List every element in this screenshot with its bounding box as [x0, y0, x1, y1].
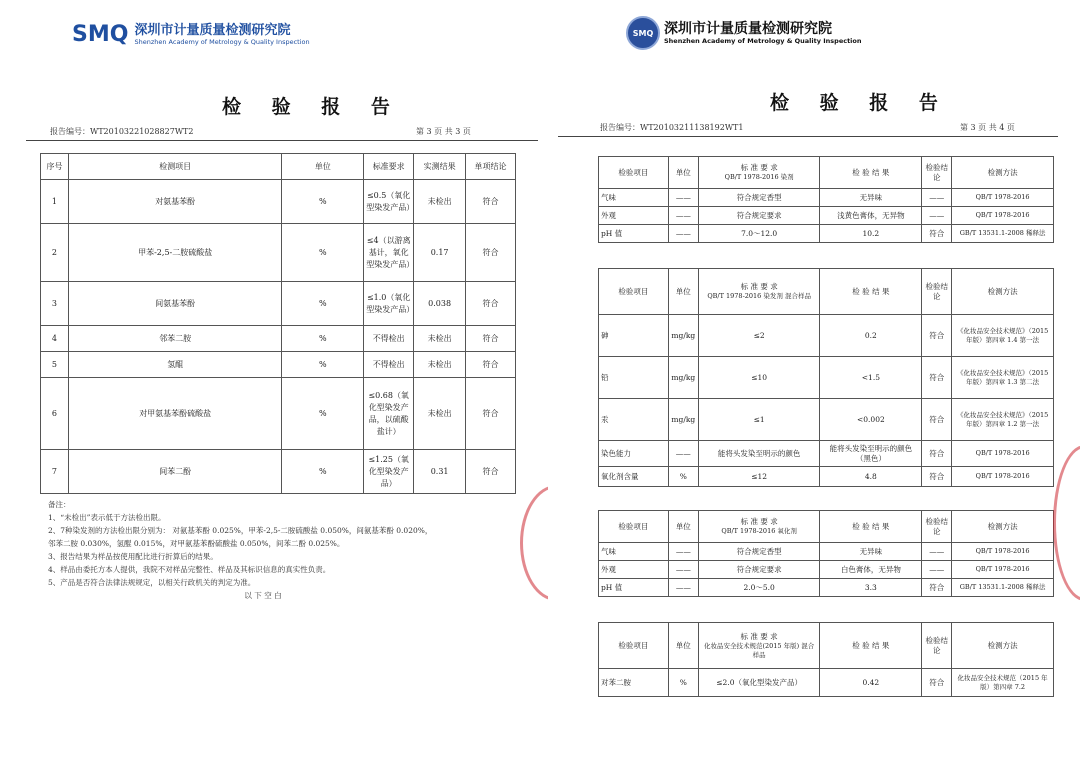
left-logo-en: Shenzhen Academy of Metrology & Quality Inspection — [134, 37, 310, 46]
table-header-row — [599, 269, 1054, 315]
std-header-label: 标 准 要 求 — [740, 517, 778, 526]
right-table-3-oxidizer — [598, 510, 1054, 597]
cell-conclusion: 符合 — [922, 441, 952, 467]
cell-result: 未检出 — [414, 180, 466, 224]
cell-std: 7.0～12.0 — [698, 225, 820, 243]
table-row — [599, 669, 1054, 697]
notes-title: 备注： — [48, 500, 71, 509]
col-header: 序号 — [41, 154, 69, 180]
cell-conclusion: —— — [922, 543, 952, 561]
cell-unit: % — [668, 467, 698, 487]
cell-method: 《化妆品安全技术规范》（2015 年版）第四章 1.2 第一法 — [952, 399, 1054, 441]
cell-unit: mg/kg — [668, 357, 698, 399]
cell-unit: —— — [668, 189, 698, 207]
table-row — [41, 282, 516, 326]
cell-std: 2.0～5.0 — [698, 579, 820, 597]
cell-method: QB/T 1978-2016 — [952, 207, 1054, 225]
smq-logo-mark: SMQ — [72, 22, 129, 47]
right-table-1-dye — [598, 156, 1054, 243]
left-report-title: 检 验 报 告 — [222, 96, 402, 118]
cell-std: 能将头发染至明示的颜色 — [698, 441, 820, 467]
cell-conclusion: 符合 — [466, 450, 516, 494]
cell-method: QB/T 1978-2016 — [952, 543, 1054, 561]
cell-item: 气味 — [599, 543, 669, 561]
left-report-no-label: 报告编号： — [50, 127, 90, 136]
red-stamp-right — [1053, 445, 1080, 601]
col-header: 检测方法 — [952, 269, 1054, 315]
left-header-rule — [26, 140, 538, 141]
table-row — [41, 180, 516, 224]
cell-unit: —— — [668, 561, 698, 579]
cell-unit: —— — [668, 225, 698, 243]
table-row — [599, 189, 1054, 207]
cell-unit: % — [282, 180, 364, 224]
cell-method: QB/T 1978-2016 — [952, 467, 1054, 487]
left-report-number — [50, 126, 193, 137]
cell-no: 5 — [41, 352, 69, 378]
cell-result: 白色膏体，无异物 — [820, 561, 922, 579]
cell-std: ≤4（以游离基计，氧化型染发产品） — [364, 224, 414, 282]
cell-std: 符合规定要求 — [698, 561, 820, 579]
cell-conclusion: 符合 — [922, 357, 952, 399]
cell-no: 7 — [41, 450, 69, 494]
cell-conclusion: 符合 — [922, 399, 952, 441]
cell-result: 能将头发染至明示的颜色（黑色） — [820, 441, 922, 467]
col-header — [698, 157, 820, 189]
cell-method: QB/T 1978-2016 — [952, 189, 1054, 207]
table-header-row — [599, 511, 1054, 543]
cell-unit: —— — [668, 207, 698, 225]
right-report-page — [548, 0, 1080, 765]
table-row — [599, 357, 1054, 399]
note-line: 3、报告结果为样品按使用配比进行折算后的结果。 — [48, 552, 218, 561]
cell-result: 浅黄色膏体，无异物 — [820, 207, 922, 225]
cell-no: 3 — [41, 282, 69, 326]
cell-conclusion: 符合 — [466, 282, 516, 326]
cell-method: QB/T 1978-2016 — [952, 561, 1054, 579]
std-header-sub: QB/T 1978-2016 染剂 — [724, 173, 794, 181]
cell-std: 不得检出 — [364, 326, 414, 352]
smq-seal-icon: SMQ — [626, 16, 660, 50]
end-of-report-marker: 以 下 空 白 — [244, 591, 282, 600]
cell-item: 对苯二胺 — [599, 669, 669, 697]
cell-unit: mg/kg — [668, 315, 698, 357]
cell-item: 氢醌 — [68, 352, 281, 378]
col-header: 检验项目 — [599, 157, 669, 189]
cell-unit: % — [282, 224, 364, 282]
cell-result: 0.038 — [414, 282, 466, 326]
note-line: 4、样品由委托方本人提供，我院不对样品完整性、样品及其标识信息的真实性负责。 — [48, 565, 331, 574]
cell-item: 甲苯-2,5-二胺硫酸盐 — [68, 224, 281, 282]
col-header: 实测结果 — [414, 154, 466, 180]
cell-conclusion: 符合 — [922, 579, 952, 597]
col-header: 单位 — [668, 157, 698, 189]
col-header: 单位 — [668, 623, 698, 669]
std-header-sub: QB/T 1978-2016 染发剂 混合样品 — [707, 292, 811, 300]
col-header: 检验项目 — [599, 269, 669, 315]
cell-item: 邻苯二胺 — [68, 326, 281, 352]
cell-item: 外观 — [599, 561, 669, 579]
left-logo — [72, 22, 310, 47]
right-report-no-label: 报告编号： — [600, 123, 640, 132]
cell-item: 氧化剂含量 — [599, 467, 669, 487]
cell-unit: —— — [668, 543, 698, 561]
table-row — [599, 441, 1054, 467]
cell-std: ≤0.68（氧化型染发产品，以硫酸盐计） — [364, 378, 414, 450]
cell-result: 无异味 — [820, 189, 922, 207]
left-logo-cn: 深圳市计量质量检测研究院 — [134, 22, 291, 38]
cell-result: 0.42 — [820, 669, 922, 697]
table-row — [599, 399, 1054, 441]
cell-item: 外观 — [599, 207, 669, 225]
cell-item: 对氨基苯酚 — [68, 180, 281, 224]
cell-std: ≤2.0（氧化型染发产品） — [698, 669, 820, 697]
right-logo-en: Shenzhen Academy of Metrology & Quality Inspection — [664, 37, 862, 45]
cell-conclusion: 符合 — [466, 180, 516, 224]
left-page-info: 第 3 页 共 3 页 — [416, 127, 471, 136]
right-page-info: 第 3 页 共 4 页 — [960, 123, 1015, 132]
cell-unit: % — [282, 378, 364, 450]
table-row — [599, 561, 1054, 579]
cell-std: ≤2 — [698, 315, 820, 357]
cell-no: 6 — [41, 378, 69, 450]
cell-result: 0.2 — [820, 315, 922, 357]
cell-std: ≤1.0（氧化型染发产品） — [364, 282, 414, 326]
left-notes — [48, 498, 518, 602]
cell-result: 0.17 — [414, 224, 466, 282]
cell-std: ≤12 — [698, 467, 820, 487]
right-report-number — [600, 122, 743, 133]
cell-result: <1.5 — [820, 357, 922, 399]
right-report-title: 检 验 报 告 — [770, 92, 950, 114]
cell-conclusion: 符合 — [466, 352, 516, 378]
cell-item: 间氨基苯酚 — [68, 282, 281, 326]
cell-item: 铅 — [599, 357, 669, 399]
cell-unit: mg/kg — [668, 399, 698, 441]
col-header: 检 验 结 果 — [820, 157, 922, 189]
note-line: 1、“未检出”表示低于方法检出限。 — [48, 513, 166, 522]
cell-result: 未检出 — [414, 326, 466, 352]
col-header: 检测方法 — [952, 511, 1054, 543]
cell-unit: % — [668, 669, 698, 697]
left-table-header-row — [41, 154, 516, 180]
note-line: 5、产品是否符合法律法规规定，以相关行政机关的判定为准。 — [48, 578, 256, 587]
col-header: 检验结论 — [922, 157, 952, 189]
cell-no: 4 — [41, 326, 69, 352]
cell-item: 间苯二酚 — [68, 450, 281, 494]
cell-item: 染色能力 — [599, 441, 669, 467]
cell-unit: % — [282, 450, 364, 494]
col-header: 检验结论 — [922, 269, 952, 315]
table-row — [599, 225, 1054, 243]
col-header — [698, 511, 820, 543]
cell-std: 不得检出 — [364, 352, 414, 378]
col-header: 单位 — [282, 154, 364, 180]
col-header: 标准要求 — [364, 154, 414, 180]
cell-result: 0.31 — [414, 450, 466, 494]
std-header-label: 标 准 要 求 — [740, 163, 778, 172]
cell-conclusion: 符合 — [922, 669, 952, 697]
cell-std: 符合规定香型 — [698, 543, 820, 561]
std-header-label: 标 准 要 求 — [740, 631, 778, 641]
cell-std: ≤10 — [698, 357, 820, 399]
col-header: 单位 — [668, 269, 698, 315]
col-header — [698, 269, 820, 315]
right-logo-cn: 深圳市计量质量检测研究院 — [664, 21, 832, 37]
col-header: 检验结论 — [922, 511, 952, 543]
note-line: 邻苯二胺 0.030%，氢醌 0.015%，对甲氨基苯酚硫酸盐 0.050%，间苯二酚 0.025%。 — [48, 539, 345, 548]
cell-unit: —— — [668, 441, 698, 467]
table-header-row — [599, 157, 1054, 189]
table-row — [41, 450, 516, 494]
col-header: 检 验 结 果 — [820, 511, 922, 543]
cell-item: pH 值 — [599, 579, 669, 597]
table-row — [41, 326, 516, 352]
cell-conclusion: 符合 — [922, 467, 952, 487]
col-header: 检测项目 — [68, 154, 281, 180]
cell-std: 符合规定香型 — [698, 189, 820, 207]
cell-item: pH 值 — [599, 225, 669, 243]
table-row — [599, 543, 1054, 561]
cell-no: 2 — [41, 224, 69, 282]
note-line: 2、7种染发剂的方法检出限分别为： 对氨基苯酚 0.025%，甲苯-2,5-二胺硫酸盐 0.050%，间氨基苯酚 0.020%， — [48, 526, 433, 535]
cell-method: 《化妆品安全技术规范》（2015 年版）第四章 1.4 第一法 — [952, 315, 1054, 357]
table-row — [41, 224, 516, 282]
cell-method: GB/T 13531.1-2008 稀释法 — [952, 579, 1054, 597]
cell-conclusion: 符合 — [466, 224, 516, 282]
cell-method: 《化妆品安全技术规范》（2015 年版）第四章 1.3 第二法 — [952, 357, 1054, 399]
cell-conclusion: 符合 — [922, 315, 952, 357]
std-header-sub: QB/T 1978-2016 氧化剂 — [721, 527, 797, 535]
right-report-no-value: WT20103211138192WT1 — [640, 123, 744, 132]
cell-conclusion: —— — [922, 207, 952, 225]
std-header-label: 标 准 要 求 — [740, 282, 778, 291]
col-header — [698, 623, 820, 669]
cell-no: 1 — [41, 180, 69, 224]
std-header-sub: 化妆品安全技术规范(2015 年版) 混合样品 — [703, 641, 815, 659]
cell-item: 砷 — [599, 315, 669, 357]
cell-method: GB/T 13531.1-2008 稀释法 — [952, 225, 1054, 243]
col-header: 检 验 结 果 — [820, 623, 922, 669]
cell-item: 对甲氨基苯酚硫酸盐 — [68, 378, 281, 450]
col-header: 检测方法 — [952, 623, 1054, 669]
right-header-rule — [558, 136, 1058, 137]
cell-conclusion: —— — [922, 189, 952, 207]
table-row — [41, 352, 516, 378]
cell-std: ≤1.25（氧化型染发产品） — [364, 450, 414, 494]
right-table-4-safety-spec — [598, 622, 1054, 697]
table-row — [599, 579, 1054, 597]
col-header: 检验项目 — [599, 623, 669, 669]
cell-unit: % — [282, 282, 364, 326]
cell-result: 3.3 — [820, 579, 922, 597]
right-logo — [626, 16, 862, 50]
col-header: 检验结论 — [922, 623, 952, 669]
left-report-no-value: WT20103221028827WT2 — [90, 127, 194, 136]
col-header: 检 验 结 果 — [820, 269, 922, 315]
cell-result: 无异味 — [820, 543, 922, 561]
col-header: 检验项目 — [599, 511, 669, 543]
cell-result: 未检出 — [414, 352, 466, 378]
col-header: 单项结论 — [466, 154, 516, 180]
cell-unit: —— — [668, 579, 698, 597]
cell-result: <0.002 — [820, 399, 922, 441]
cell-conclusion: —— — [922, 561, 952, 579]
col-header: 单位 — [668, 511, 698, 543]
table-row — [599, 315, 1054, 357]
cell-conclusion: 符合 — [466, 326, 516, 352]
cell-conclusion: 符合 — [466, 378, 516, 450]
table-row — [599, 467, 1054, 487]
cell-result: 10.2 — [820, 225, 922, 243]
cell-item: 汞 — [599, 399, 669, 441]
cell-std: ≤1 — [698, 399, 820, 441]
col-header: 检测方法 — [952, 157, 1054, 189]
table-row — [599, 207, 1054, 225]
cell-result: 4.8 — [820, 467, 922, 487]
left-results-table — [40, 153, 516, 494]
cell-std: 符合规定要求 — [698, 207, 820, 225]
table-header-row — [599, 623, 1054, 669]
cell-unit: % — [282, 326, 364, 352]
right-table-2-mixed-sample — [598, 268, 1054, 487]
cell-method: QB/T 1978-2016 — [952, 441, 1054, 467]
cell-conclusion: 符合 — [922, 225, 952, 243]
cell-item: 气味 — [599, 189, 669, 207]
table-row — [41, 378, 516, 450]
cell-std: ≤0.5（氧化型染发产品） — [364, 180, 414, 224]
cell-result: 未检出 — [414, 378, 466, 450]
cell-unit: % — [282, 352, 364, 378]
cell-method: 化妆品安全技术规范（2015 年版）第四章 7.2 — [952, 669, 1054, 697]
